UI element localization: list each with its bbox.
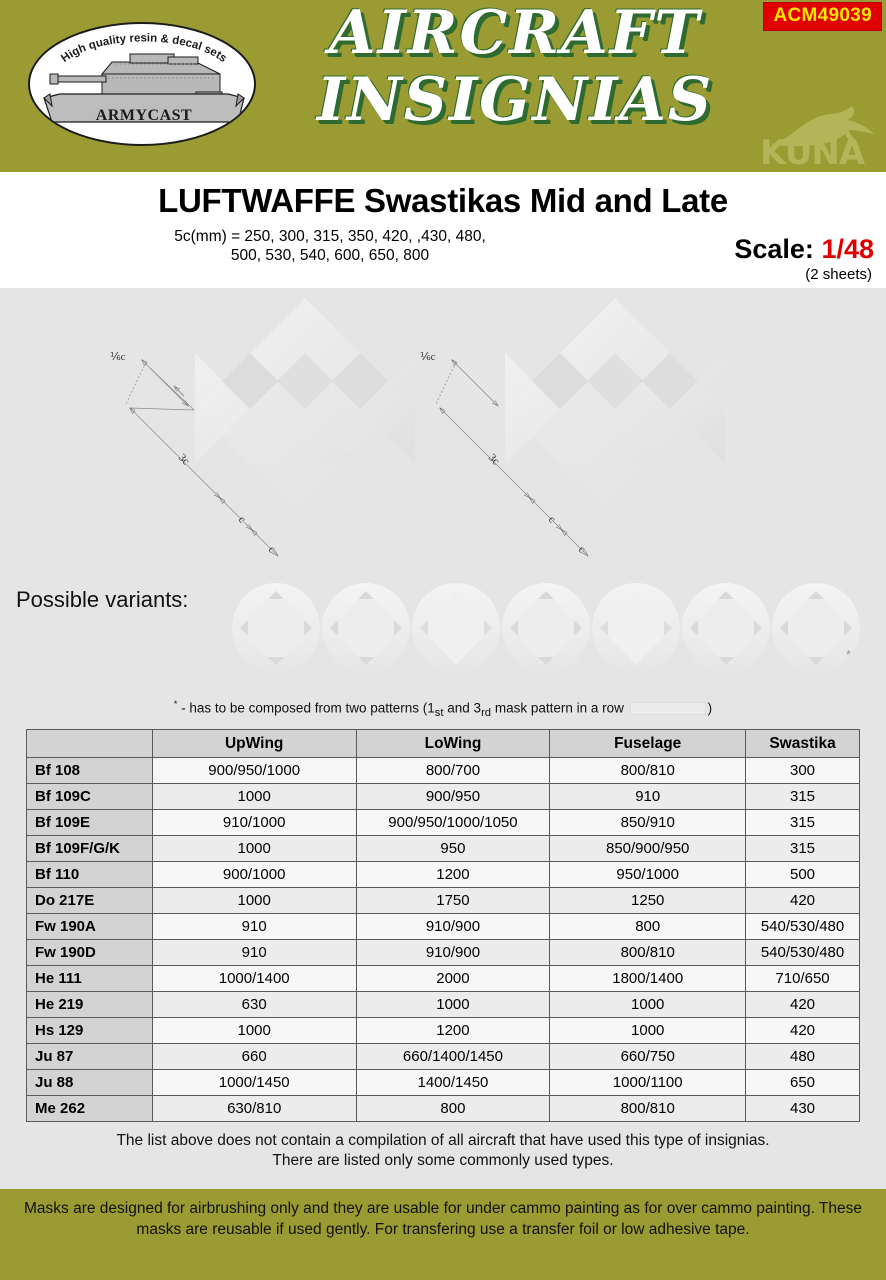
cell-fuselage: 660/750 (550, 1044, 746, 1070)
logo-arc-text: High quality resin & decal sets (59, 33, 229, 65)
possible-variants-section (0, 573, 886, 693)
cell-lowing: 1750 (356, 888, 550, 914)
cell-lowing: 660/1400/1450 (356, 1044, 550, 1070)
footnote-ordinal-1: st (434, 707, 444, 720)
cell-fuselage: 1250 (550, 888, 746, 914)
row-aircraft-name: Hs 129 (27, 1018, 153, 1044)
table-row (27, 836, 860, 862)
table-header-swastika: Swastika (746, 730, 860, 758)
footnote-text-prefix: - has to be composed from two patterns (1 (181, 700, 435, 716)
kuna-wordmark: KUNA (760, 133, 865, 172)
cell-upwing: 1000/1450 (152, 1070, 356, 1096)
title-area (0, 172, 886, 288)
table-row (27, 810, 860, 836)
footnote-ordinal-2: rd (481, 707, 492, 720)
footer-band (0, 1189, 886, 1280)
swastika-mask-left (110, 298, 415, 556)
row-aircraft-name: Ju 88 (27, 1070, 153, 1096)
cell-fuselage: 950/1000 (550, 862, 746, 888)
cell-upwing: 900/1000 (152, 862, 356, 888)
cell-fuselage: 910 (550, 784, 746, 810)
product-code-badge: ACM49039 (763, 2, 882, 31)
cell-fuselage: 1000 (550, 992, 746, 1018)
cell-lowing: 800 (356, 1096, 550, 1122)
cell-fuselage: 800 (550, 914, 746, 940)
cell-lowing: 910/900 (356, 914, 550, 940)
cell-swastika: 480 (746, 1044, 860, 1070)
row-aircraft-name: Bf 109C (27, 784, 153, 810)
variant-item (502, 583, 590, 673)
row-aircraft-name: Do 217E (27, 888, 153, 914)
swastika-mask-diagrams (0, 288, 886, 573)
cell-swastika: 420 (746, 888, 860, 914)
cell-upwing: 910 (152, 940, 356, 966)
cell-swastika: 710/650 (746, 966, 860, 992)
cell-upwing: 630/810 (152, 1096, 356, 1122)
cell-fuselage: 850/900/950 (550, 836, 746, 862)
variants-footnote (0, 693, 886, 729)
cell-fuselage: 1000/1100 (550, 1070, 746, 1096)
cell-swastika: 420 (746, 1018, 860, 1044)
cell-upwing: 1000 (152, 1018, 356, 1044)
cell-upwing: 1000 (152, 784, 356, 810)
table-row (27, 1044, 860, 1070)
size-line-1: 5c(mm) = 250, 300, 315, 350, 420, ,430, 480, (174, 228, 486, 245)
cell-swastika: 315 (746, 836, 860, 862)
cell-upwing: 910/1000 (152, 810, 356, 836)
row-aircraft-name: Fw 190A (27, 914, 153, 940)
cell-swastika: 540/530/480 (746, 940, 860, 966)
row-aircraft-name: Bf 109F/G/K (27, 836, 153, 862)
brand-title (300, 0, 730, 135)
table-row (27, 966, 860, 992)
kuna-logo (760, 104, 878, 172)
table-header-lowing: LoWing (356, 730, 550, 758)
footnote-text-mid: and 3 (443, 700, 482, 716)
variant-item (322, 583, 410, 673)
table-row (27, 888, 860, 914)
variant-thumbnails (222, 573, 862, 683)
cell-fuselage: 800/810 (550, 758, 746, 784)
cell-upwing: 660 (152, 1044, 356, 1070)
table-row (27, 758, 860, 784)
cell-lowing: 1200 (356, 862, 550, 888)
footnote-close-paren: ) (707, 700, 713, 716)
table-header-upwing: UpWing (152, 730, 356, 758)
swastika-mask-right (420, 298, 725, 556)
table-row (27, 1096, 860, 1122)
cell-swastika: 430 (746, 1096, 860, 1122)
table-header-row (27, 730, 860, 758)
cell-lowing: 1400/1450 (356, 1070, 550, 1096)
aircraft-sizes-table (26, 729, 860, 1122)
row-aircraft-name: Bf 110 (27, 862, 153, 888)
cell-lowing: 910/900 (356, 940, 550, 966)
footnote-star: * (173, 699, 178, 709)
footnote-text-suffix: mask pattern in a row (491, 700, 624, 716)
cell-upwing: 1000/1400 (152, 966, 356, 992)
table-disclaimer (0, 1122, 886, 1171)
cell-lowing: 1000 (356, 992, 550, 1018)
dim-label-c1: c (545, 513, 558, 526)
brand-title-line2: INSIGNIAS (316, 64, 714, 135)
size-line-2: 500, 530, 540, 600, 650, 800 (230, 247, 430, 265)
cell-upwing: 1000 (152, 836, 356, 862)
cell-swastika: 500 (746, 862, 860, 888)
table-row (27, 992, 860, 1018)
scale-label: Scale: (734, 234, 814, 264)
sheet-count: (2 sheets) (805, 266, 872, 283)
cell-upwing: 910 (152, 914, 356, 940)
cell-lowing: 800/700 (356, 758, 550, 784)
size-specification (0, 227, 660, 266)
logo-banner-label: ARMYCAST (95, 107, 193, 124)
variant-item (682, 583, 770, 673)
aircraft-table-wrapper (0, 729, 886, 1122)
variant-item-starred (772, 583, 860, 673)
cell-fuselage: 800/810 (550, 1096, 746, 1122)
cell-lowing: 950 (356, 836, 550, 862)
variant-item (592, 583, 680, 673)
cell-fuselage: 850/910 (550, 810, 746, 836)
row-aircraft-name: Me 262 (27, 1096, 153, 1122)
cell-swastika: 315 (746, 784, 860, 810)
row-aircraft-name: Bf 109E (27, 810, 153, 836)
variants-label: Possible variants: (16, 587, 189, 612)
cell-upwing: 900/950/1000 (152, 758, 356, 784)
variant-item (412, 583, 500, 673)
variant-star-marker: * (846, 647, 852, 662)
table-row (27, 914, 860, 940)
footer-instructions: Masks are designed for airbrushing only and they are usable for under cammo painting as for over cammo painting. These masks are reusable if used gently. For transfering use a transfer foil or low adhesive tape. (23, 1200, 863, 1239)
cell-lowing: 900/950/1000/1050 (356, 810, 550, 836)
table-row (27, 1070, 860, 1096)
dim-label-c2: c (265, 543, 278, 556)
dim-label-c1: c (235, 513, 248, 526)
table-note-line-1: The list above does not contain a compilation of all aircraft that have used this type of insignias. (116, 1132, 770, 1149)
table-note-line-2: There are listed only some commonly used types. (272, 1152, 614, 1170)
header-band (0, 0, 886, 172)
cell-fuselage: 800/810 (550, 940, 746, 966)
cell-upwing: 630 (152, 992, 356, 1018)
scale-value: 1/48 (821, 234, 874, 264)
table-body (27, 758, 860, 1122)
table-row (27, 862, 860, 888)
page-title: LUFTWAFFE Swastikas Mid and Late (158, 182, 728, 219)
scale-info (734, 234, 874, 265)
dim-label-3c: 3c (485, 451, 502, 468)
dim-label-sixth-c: ⅙c (420, 351, 436, 363)
cell-lowing: 1200 (356, 1018, 550, 1044)
row-aircraft-name: He 219 (27, 992, 153, 1018)
row-aircraft-name: Fw 190D (27, 940, 153, 966)
cell-swastika: 420 (746, 992, 860, 1018)
table-row (27, 940, 860, 966)
cell-swastika: 650 (746, 1070, 860, 1096)
row-aircraft-name: He 111 (27, 966, 153, 992)
armycast-logo (28, 22, 256, 146)
cell-lowing: 2000 (356, 966, 550, 992)
mask-diagram-area (0, 288, 886, 573)
table-header-blank (27, 730, 153, 758)
brand-title-line1: AIRCRAFT (329, 0, 701, 68)
dim-label-c2: c (575, 543, 588, 556)
cell-fuselage: 1000 (550, 1018, 746, 1044)
dim-label-sixth-c: ⅙c (110, 351, 126, 363)
cell-swastika: 315 (746, 810, 860, 836)
footnote-pattern-thumbnail (630, 702, 706, 715)
variant-item (232, 583, 320, 673)
table-header-fuselage: Fuselage (550, 730, 746, 758)
row-aircraft-name: Bf 108 (27, 758, 153, 784)
cell-swastika: 300 (746, 758, 860, 784)
table-row (27, 1018, 860, 1044)
cell-lowing: 900/950 (356, 784, 550, 810)
cell-fuselage: 1800/1400 (550, 966, 746, 992)
table-row (27, 784, 860, 810)
row-aircraft-name: Ju 87 (27, 1044, 153, 1070)
cell-swastika: 540/530/480 (746, 914, 860, 940)
dim-label-3c: 3c (175, 451, 192, 468)
cell-upwing: 1000 (152, 888, 356, 914)
